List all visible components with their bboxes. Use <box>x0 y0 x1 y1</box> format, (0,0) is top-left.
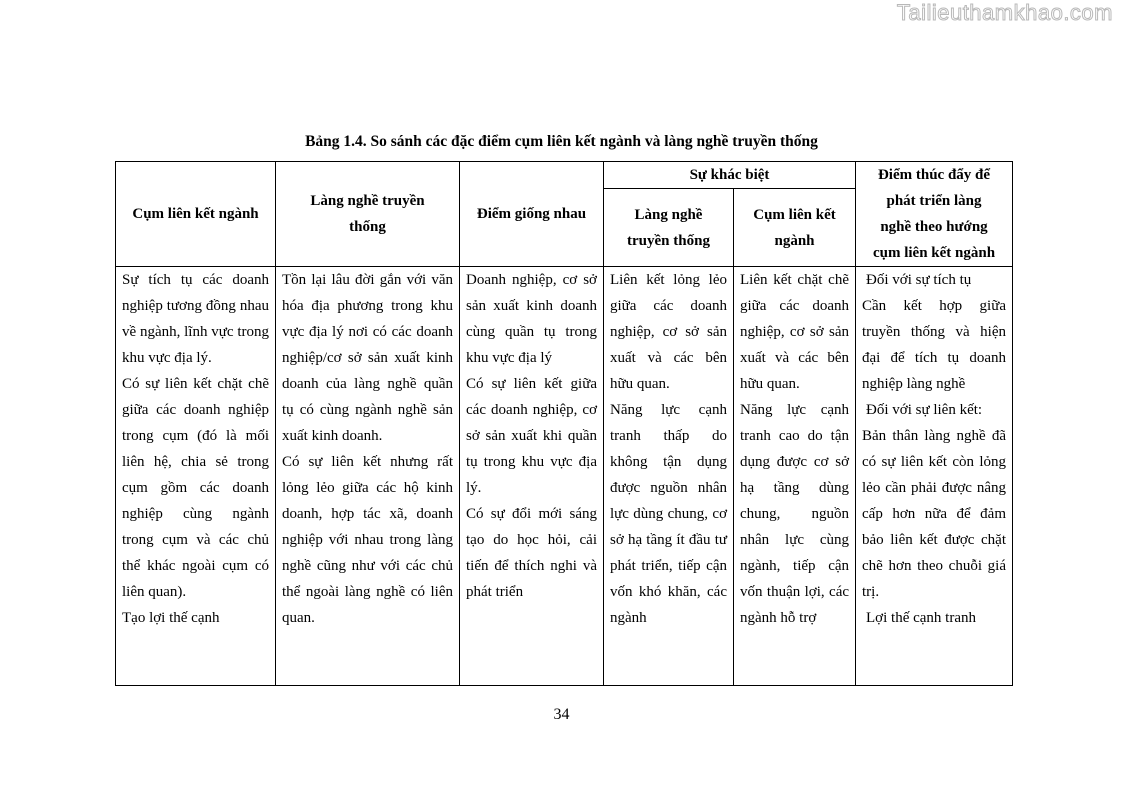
paragraph: Doanh nghiệp, cơ sở sản xuất kinh doanh cùng quần tụ trong khu vực địa lý <box>466 272 597 366</box>
subheader-craft-village: Làng nghề truyền thống <box>604 189 734 267</box>
header-craft-village: Làng nghề truyền thống <box>276 162 460 267</box>
cell-diff-cluster <box>734 267 856 686</box>
paragraph: Tạo lợi thế cạnh <box>122 610 220 626</box>
paragraph: Có sự liên kết giữa các doanh nghiệp, cơ sở sản xuất khi quần tụ trong khu vực địa lý. <box>466 376 597 496</box>
header-similarities: Điểm giống nhau <box>460 162 604 267</box>
paragraph: Tồn lại lâu đời gắn với văn hóa địa phương trong khu vực địa lý nơi có các doanh nghiệp/cơ sở sản xuất kinh doanh của làng nghề quần tụ có cùng ngành nghề sản xuất kinh doanh. <box>282 272 453 444</box>
paragraph: Cần kết hợp giữa truyền thống và hiện đại để tích tụ doanh nghiệp làng nghề <box>862 298 1007 392</box>
paragraph: Đối với sự tích tụ <box>866 272 972 288</box>
paragraph: Sự tích tụ các doanh nghiệp tương đồng nhau về ngành, lĩnh vực trong khu vực địa lý. <box>122 272 269 366</box>
paragraph: Có sự liên kết chặt chẽ giữa các doanh nghiệp trong cụm (đó là mối liên hệ, chia sẻ trong cụm gồm các doanh nghiệp cùng ngành trong cụm và các chủ thể khác ngoài cụm có liên quan). <box>122 376 269 600</box>
paragraph: Có sự liên kết nhưng rất lỏng lẻo giữa các hộ kinh doanh, hợp tác xã, doanh nghiệp với nhau trong làng nghề cũng như với các chủ thể ngoài làng nghề có liên quan. <box>282 454 453 626</box>
cell-craft-village <box>276 267 460 686</box>
cell-cluster <box>116 267 276 686</box>
cell-drivers <box>856 267 1013 686</box>
page-number: 34 <box>553 706 570 723</box>
header-drivers: Điểm thúc đẩy để phát triển làng nghề theo hướng cụm liên kết ngành <box>856 162 1013 267</box>
paragraph: Đối với sự liên kết: <box>866 402 983 418</box>
paragraph: Năng lực cạnh tranh cao do tận dụng được cơ sở hạ tầng dùng chung, nguồn nhân lực cùng ngành, tiếp cận vốn thuận lợi, các ngành hỗ trợ <box>740 402 850 626</box>
paragraph: Lợi thế cạnh tranh <box>866 610 976 626</box>
paragraph: Bản thân làng nghề đã có sự liên kết còn lỏng lẻo cần phải được nâng cấp hơn nữa để đảm bảo liên kết được chặt chẽ hơn theo chuỗi giá trị. <box>862 428 1007 600</box>
subheader-cluster: Cụm liên kết ngành <box>734 189 856 267</box>
watermark: Tailieuthamkhao.com <box>896 0 1113 25</box>
paragraph: Có sự đổi mới sáng tạo do học hỏi, cải tiến để thích nghi và phát triển <box>466 506 597 600</box>
paragraph: Năng lực cạnh tranh thấp do không tận dụng được nguồn nhân lực dùng chung, cơ sở hạ tầng ít đầu tư phát triển, tiếp cận vốn khó khăn, các ngành <box>610 402 727 626</box>
paragraph: Liên kết chặt chẽ giữa các doanh nghiệp, cơ sở sản xuất và các bên hữu quan. <box>740 272 850 392</box>
header-differences: Sự khác biệt <box>604 162 856 189</box>
paragraph: Liên kết lỏng lẻo giữa các doanh nghiệp, cơ sở sản xuất và các bên hữu quan. <box>610 272 727 392</box>
header-cluster: Cụm liên kết ngành <box>116 162 276 267</box>
table-caption: Bảng 1.4. So sánh các đặc điểm cụm liên kết ngành và làng nghề truyền thống <box>305 133 818 150</box>
cell-similarities <box>460 267 604 686</box>
cell-diff-craft-village <box>604 267 734 686</box>
comparison-table <box>115 161 1013 686</box>
